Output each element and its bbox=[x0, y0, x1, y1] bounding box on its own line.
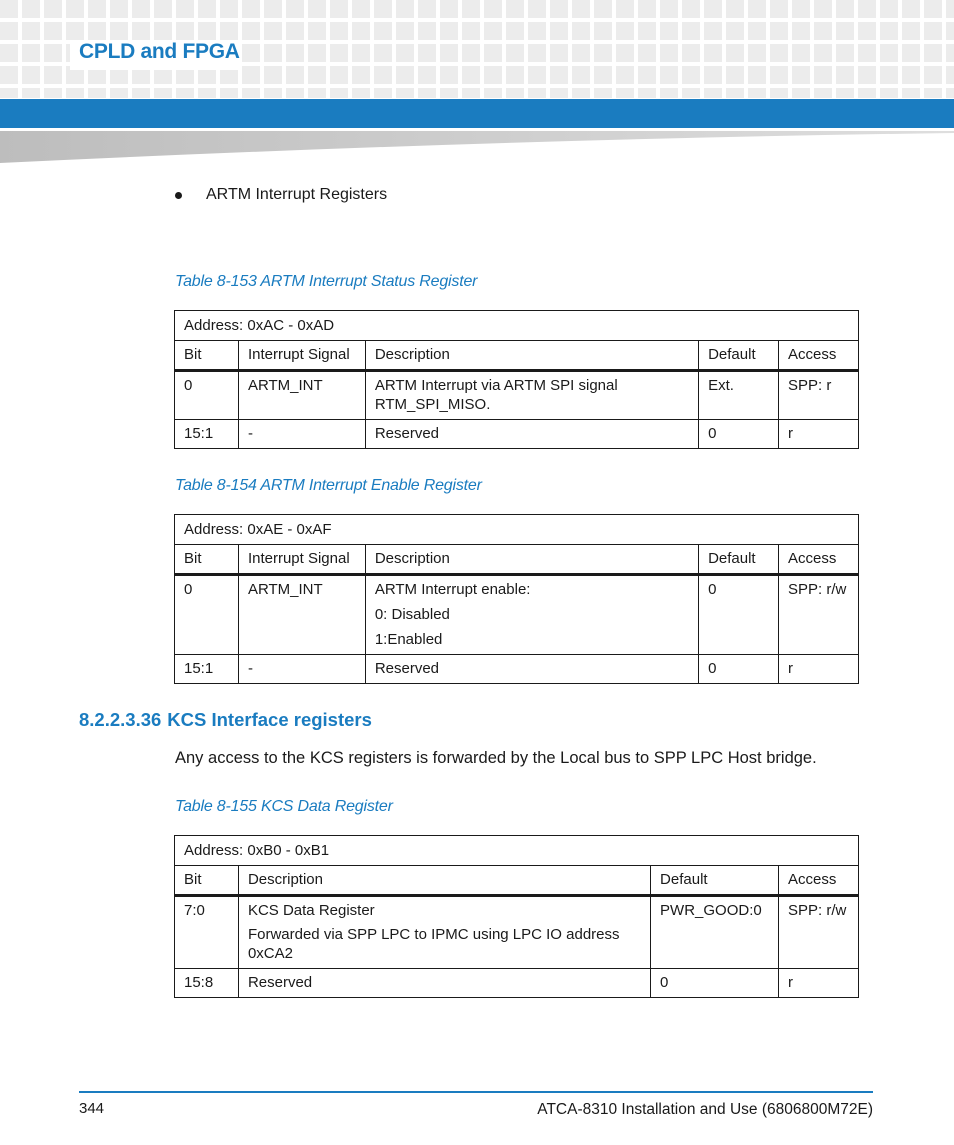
description-line: 1:Enabled bbox=[374, 631, 443, 648]
bullet-text: ARTM Interrupt Registers bbox=[206, 186, 388, 203]
header-blue-band bbox=[0, 99, 954, 128]
description-line: Forwarded via SPP LPC to IPMC using LPC IO address 0xCA2 bbox=[247, 926, 620, 962]
column-header: Bit bbox=[175, 545, 239, 575]
access-cell: SPP: r/w bbox=[779, 896, 859, 969]
bullet-item bbox=[175, 186, 387, 204]
default-cell: PWR_GOOD:0 bbox=[651, 896, 779, 969]
table-row bbox=[175, 420, 859, 449]
access-cell: r bbox=[779, 969, 859, 998]
access-cell: SPP: r/w bbox=[779, 575, 859, 655]
table-row bbox=[175, 371, 859, 420]
bit-cell: 7:0 bbox=[175, 896, 239, 969]
table-row bbox=[175, 896, 859, 969]
column-header: Default bbox=[699, 341, 779, 371]
default-cell: 0 bbox=[699, 575, 779, 655]
description-cell bbox=[365, 575, 698, 655]
description-line: RTM_SPI_MISO. bbox=[374, 396, 491, 413]
access-cell: r bbox=[779, 420, 859, 449]
address-cell: Address: 0xB0 - 0xB1 bbox=[175, 836, 859, 866]
description-line: ARTM Interrupt enable: bbox=[374, 581, 531, 598]
header-grey-swoosh bbox=[0, 131, 954, 165]
table-kcs-data-register bbox=[174, 835, 859, 998]
section-paragraph: Any access to the KCS registers is forwarded by the Local bus to SPP LPC Host bridge. bbox=[175, 749, 817, 767]
column-header: Access bbox=[779, 545, 859, 575]
section-number: 8.2.2.3.36 bbox=[79, 709, 162, 730]
bullet-dot-icon bbox=[175, 192, 182, 199]
table-address-row bbox=[175, 515, 859, 545]
description-cell: Reserved bbox=[238, 969, 650, 998]
bit-cell: 0 bbox=[175, 371, 239, 420]
column-header: Description bbox=[238, 866, 650, 896]
address-cell: Address: 0xAC - 0xAD bbox=[175, 311, 859, 341]
access-cell: r bbox=[779, 655, 859, 684]
table-row bbox=[175, 655, 859, 684]
description-line: 0: Disabled bbox=[374, 606, 450, 623]
column-header: Bit bbox=[175, 866, 239, 896]
column-header: Description bbox=[365, 545, 698, 575]
table-address-row bbox=[175, 836, 859, 866]
page-number: 344 bbox=[79, 1100, 105, 1117]
description-cell bbox=[238, 896, 650, 969]
column-header: Interrupt Signal bbox=[238, 341, 365, 371]
document-title: ATCA-8310 Installation and Use (6806800M72E) bbox=[537, 1101, 873, 1118]
address-cell: Address: 0xAE - 0xAF bbox=[175, 515, 859, 545]
signal-cell: ARTM_INT bbox=[238, 371, 365, 420]
table-caption-8-154: Table 8-154 ARTM Interrupt Enable Register bbox=[175, 477, 482, 494]
default-cell: 0 bbox=[699, 655, 779, 684]
signal-cell: - bbox=[238, 420, 365, 449]
signal-cell: ARTM_INT bbox=[238, 575, 365, 655]
column-header: Bit bbox=[175, 341, 239, 371]
table-header-row bbox=[175, 545, 859, 575]
column-header: Default bbox=[699, 545, 779, 575]
column-header: Default bbox=[651, 866, 779, 896]
description-cell: Reserved bbox=[365, 420, 698, 449]
description-line: ARTM Interrupt via ARTM SPI signal bbox=[374, 377, 618, 394]
chapter-title: CPLD and FPGA bbox=[79, 40, 240, 63]
table-row bbox=[175, 575, 859, 655]
signal-cell: - bbox=[238, 655, 365, 684]
section-heading bbox=[79, 709, 372, 731]
table-artm-interrupt-enable bbox=[174, 514, 859, 684]
table-address-row bbox=[175, 311, 859, 341]
column-header: Interrupt Signal bbox=[238, 545, 365, 575]
column-header: Access bbox=[779, 866, 859, 896]
bit-cell: 0 bbox=[175, 575, 239, 655]
table-header-row bbox=[175, 341, 859, 371]
bit-cell: 15:8 bbox=[175, 969, 239, 998]
description-line: KCS Data Register bbox=[247, 902, 375, 919]
table-caption-8-155: Table 8-155 KCS Data Register bbox=[175, 798, 393, 815]
footer-rule bbox=[79, 1091, 873, 1093]
default-cell: 0 bbox=[651, 969, 779, 998]
bit-cell: 15:1 bbox=[175, 420, 239, 449]
description-cell bbox=[365, 371, 698, 420]
column-header: Access bbox=[779, 341, 859, 371]
table-row bbox=[175, 969, 859, 998]
access-cell: SPP: r bbox=[779, 371, 859, 420]
default-cell: Ext. bbox=[699, 371, 779, 420]
table-artm-interrupt-status bbox=[174, 310, 859, 449]
table-header-row bbox=[175, 866, 859, 896]
section-title: KCS Interface registers bbox=[167, 709, 372, 730]
default-cell: 0 bbox=[699, 420, 779, 449]
column-header: Description bbox=[365, 341, 698, 371]
table-caption-8-153: Table 8-153 ARTM Interrupt Status Register bbox=[175, 273, 478, 290]
description-cell: Reserved bbox=[365, 655, 698, 684]
bit-cell: 15:1 bbox=[175, 655, 239, 684]
